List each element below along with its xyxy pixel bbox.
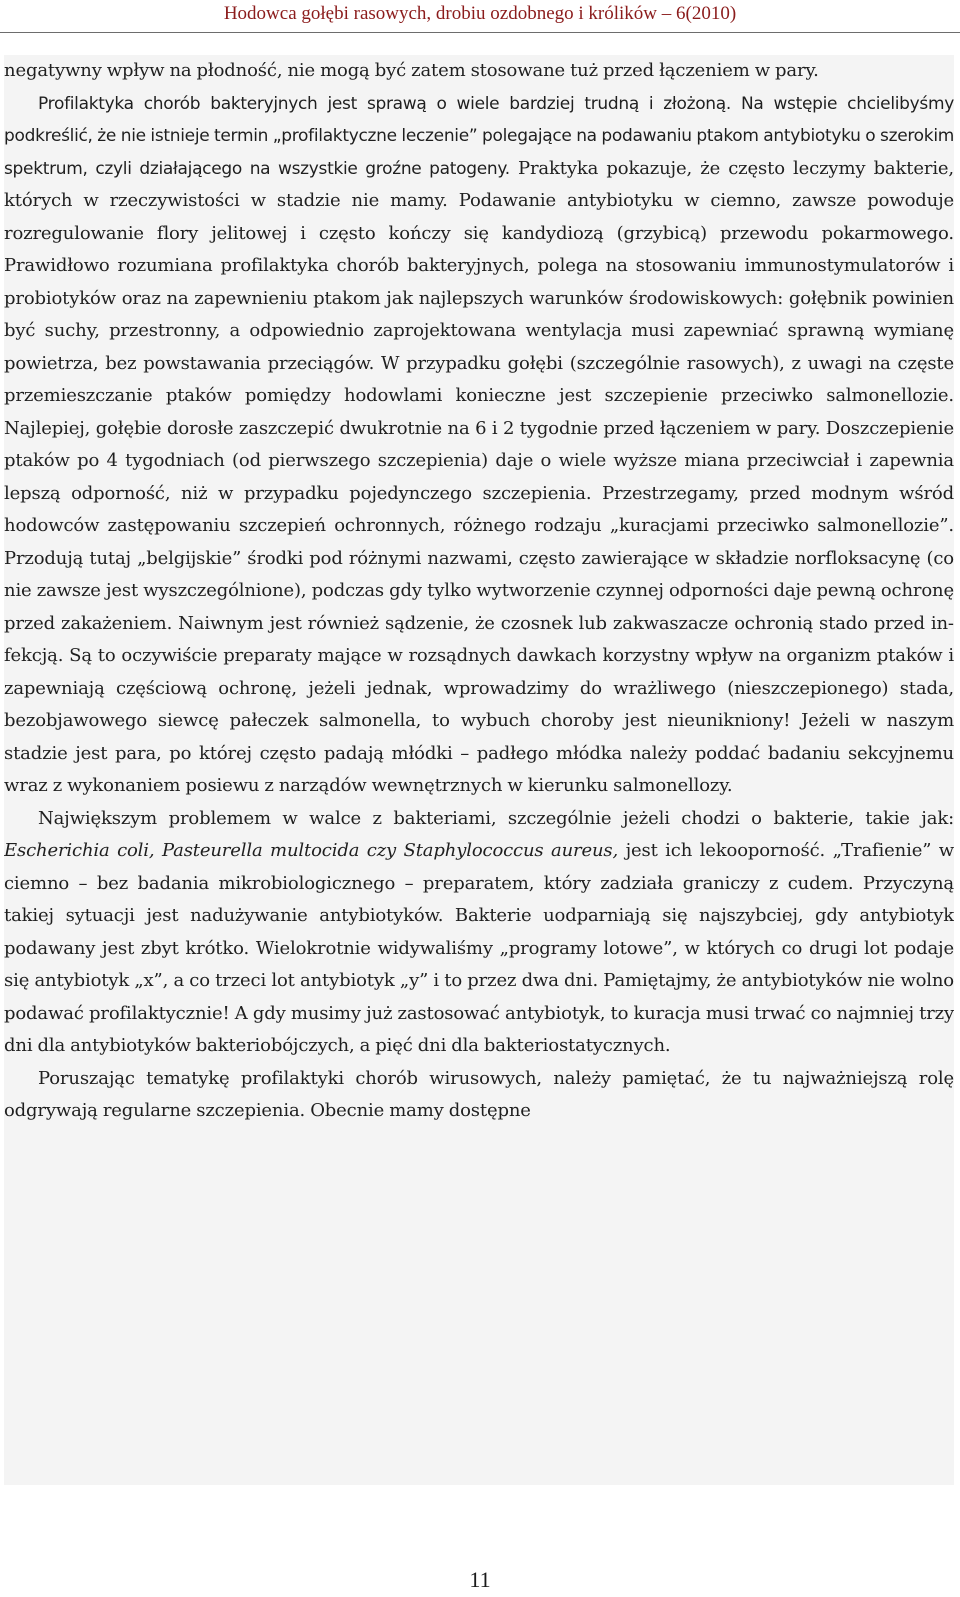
paragraph-antibiotic-resistance — [4, 803, 954, 1063]
running-header: Hodowca gołębi rasowych, drobiu ozdobnego i królików – 6(2010) — [223, 3, 737, 24]
paragraph-antibiotic-resistance-body: jest ich lekooporność. „Trafienie” w ciemno – bez badania mikrobiologicznego – preparatem, który zadziała graniczy z cudem. Przyczyną takiej sytuacji jest nadużywanie antybiotyków. Bakterie uodparniają się najszybciej, gdy antybiotyk podawany jest zbyt krótko. Wielokrotnie widywaliśmy „programy lotowe”, w których co drugi lot podaje się antybiotyk „x”, a co trzeci lot antybiotyk „y” i to przez dwa dni. Pamiętajmy, że antybiotyków nie wolno podawać profilaktycznie! A gdy musimy już zastosować antybiotyk, to kuracja musi trwać co najmniej trzy dni dla antybiotyków bakteriobójczych, a pięć dni dla bakteriostatycznych. — [4, 840, 954, 1056]
paragraph-continuation: negatywny wpływ na płodność, nie mogą być zatem stosowane tuż przed łączeniem w pary. — [4, 60, 819, 81]
header-divider — [0, 32, 960, 33]
paragraph-bacterial-prophylaxis — [4, 88, 954, 803]
paragraph-antibiotic-resistance-opening: Największym problemem w walce z bakteriami, szczególnie jeżeli chodzi o bakterie, takie jak: — [38, 807, 954, 829]
paragraph-viral-prophylaxis: Poruszając tematykę profilaktyki chorób wirusowych, należy pamiętać, że tu najważniejszą rolę odgrywają regularne szczepienia. Obecnie mamy dostępne — [4, 1067, 954, 1121]
paragraph-bacterial-prophylaxis-opening: Profilaktyka chorób bakteryjnych jest sprawą o wiele bardziej trudną i złożoną. Na wstępie chcielibyśmy podkreślić, że nie istnieje termin „profilaktyczne leczenie” polegające na podawaniu ptakom antybiotyku o szerokim spektrum, czyli działającego na wszystkie groźne patogeny. — [4, 93, 954, 179]
bacteria-species-names: Escherichia coli, Pasteurella multocida czy Staphylococcus aureus, — [4, 840, 619, 861]
page-number: 11 — [469, 1567, 491, 1592]
paragraph-bacterial-prophylaxis-body: Praktyka pokazuje, że często leczymy bakterie, których w rzeczywistości w stadzie nie mamy. Podawanie antybiotyku w ciemno, zawsze powoduje rozregulowanie flory jelitowej i często kończy się kandydiozą (grzybicą) przewodu pokarmowego. Prawidłowo rozumiana profilaktyka chorób bakteryjnych, polega na stosowaniu immunostymulatorów i probiotyków oraz na zapewnieniu ptakom jak najlepszych warunków środowiskowych: gołębnik powinien być suchy, przestronny, a odpowiednio zaprojektowana wentylacja musi zapewniać sprawną wymianę powietrza, bez powstawania przeciągów. W przypadku gołębi (szczególnie rasowych), z uwagi na częste przemieszczanie ptaków pomiędzy hodowlami konieczne jest szczepienie przeciwko salmonellozie. Najlepiej, gołębie dorosłe zaszczepić dwukrotnie na 6 i 2 tygodnie przed łączeniem w pary. Doszczepienie ptaków po 4 tygodniach (od pierwszego szczepienia) daje o wiele wyższe miana przeciwciał i zapewnia lepszą odporność, niż w przypadku pojedynczego szczepienia. Przestrzegamy, przed modnym wśród hodowców zastępowaniu szczepień ochronnych, różnego rodzaju „kuracjami przeciwko salmonellozie”. Przodują tutaj „belgijskie” środki pod różnymi nazwami, często zawierające w składzie norfloksacynę (co nie zawsze jest wyszczególnione), podczas gdy tylko wytworzenie czynnej odporności daje pewną ochronę przed zakażeniem. Naiwnym jest również sądzenie, że czosnek lub zakwaszacze ochronią stado przed infekcją. Są to oczywiście preparaty mające w rozsądnych dawkach korzystny wpływ na organizm ptaków i zapewniają częściową ochronę, jeżeli jednak, wprowadzimy do wrażliwego (nieszczepionego) stada, bezobjawowego siewcę pałeczek salmonella, to wybuch choroby jest nieunikniony! Jeżeli w naszym stadzie jest para, po której często padają młódki – padłego młódka należy poddać badaniu sekcyjnemu wraz z wykonaniem posiewu z narządów wewnętrznych w kierunku salmonellozy. — [4, 157, 954, 796]
article-body — [4, 55, 954, 1485]
